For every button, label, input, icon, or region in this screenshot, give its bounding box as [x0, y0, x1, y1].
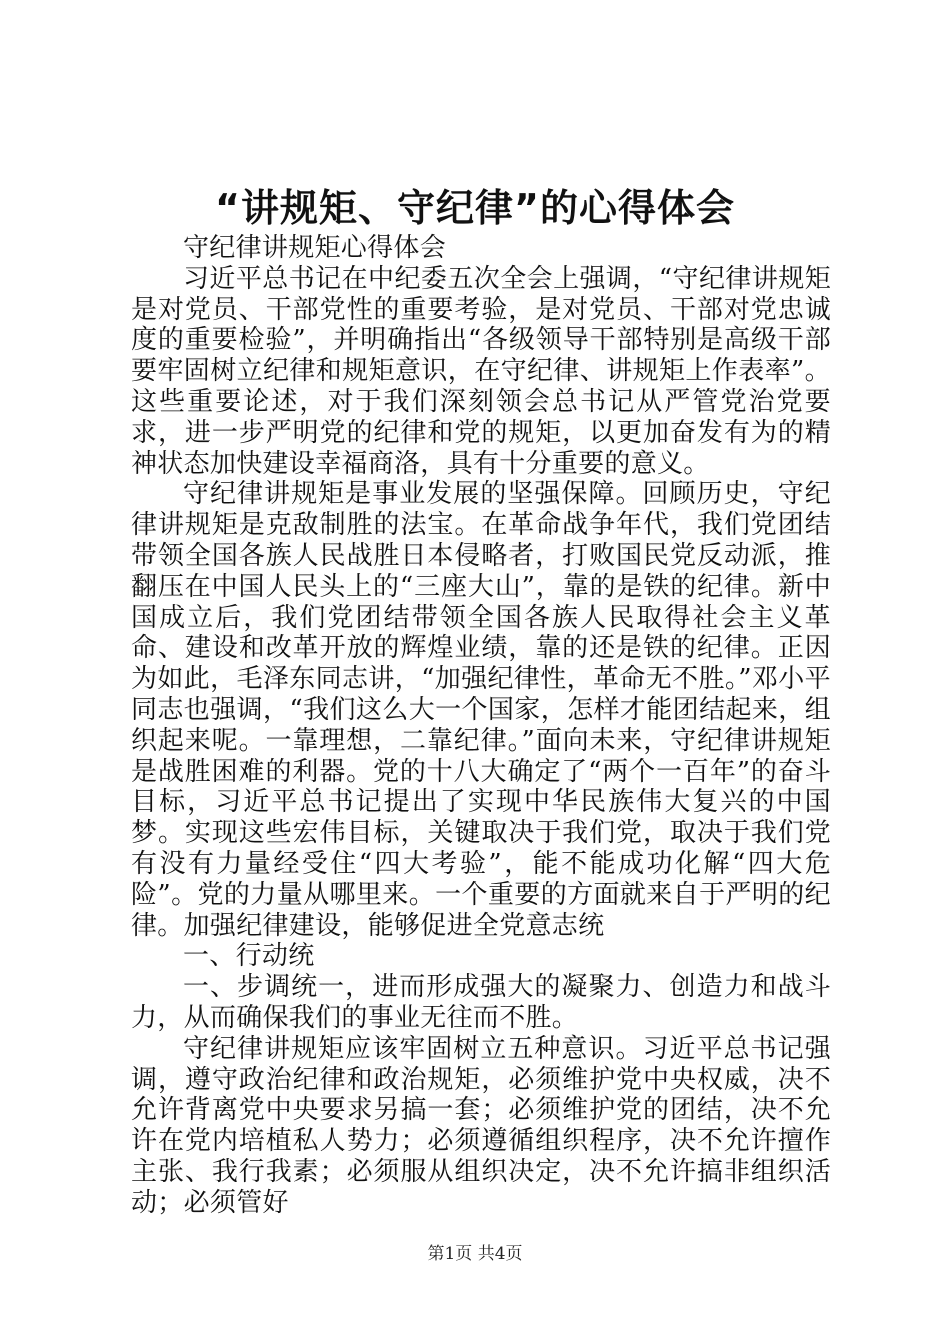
paragraph-unity: 一、步调统一，进而形成强大的凝聚力、创造力和战斗力，从而确保我们的事业无往而不胜。	[131, 972, 831, 1033]
paragraph-five-awareness: 守纪律讲规矩应该牢固树立五种意识。习近平总书记强调，遵守政治纪律和政治规矩，必须维护党中央权威，决不允许背离党中央要求另搞一套；必须维护党的团结，决不允许在党内培植私人势力；必须遵循组织程序，决不允许擅作主张、我行我素；必须服从组织决定，决不允许搞非组织活动；必须管好	[131, 1033, 831, 1218]
paragraph-subtitle: 守纪律讲规矩心得体会	[183, 233, 447, 263]
page-indicator: 第1页 共4页	[427, 1244, 523, 1264]
paragraph-guarantee: 守纪律讲规矩是事业发展的坚强保障。回顾历史，守纪律讲规矩是克敌制胜的法宝。在革命战争年代，我们党团结带领全国各族人民战胜日本侵略者，打败国民党反动派，推翻压在中国人民头上的“三座大山”，靠的是铁的纪律。新中国成立后，我们党团结带领全国各族人民取得社会主义革命、建设和改革开放的辉煌业绩，靠的还是铁的纪律。正因为如此，毛泽东同志讲，“加强纪律性，革命无不胜。”邓小平同志也强调，“我们这么大一个国家，怎样才能团结起来，组织起来呢。一靠理想，二靠纪律。”面向未来，守纪律讲规矩是战胜困难的利器。党的十八大确定了“两个一百年”的奋斗目标，习近平总书记提出了实现中华民族伟大复兴的中国梦。实现这些宏伟目标，关键取决于我们党，取决于我们党有没有力量经受住“四大考验”，能不能成功化解“四大危险”。党的力量从哪里来。一个重要的方面就来自于严明的纪律。加强纪律建设，能够促进全党意志统	[131, 479, 831, 941]
paragraph-intro: 习近平总书记在中纪委五次全会上强调，“守纪律讲规矩是对党员、干部党性的重要考验，是对党员、干部对党忠诚度的重要检验”，并明确指出“各级领导干部特别是高级干部要牢固树立纪律和规矩意识，在守纪律、讲规矩上作表率”。这些重要论述，对于我们深刻领会总书记从严管党治党要求，进一步严明党的纪律和党的规矩，以更加奋发有为的精神状态加快建设幸福商洛，具有十分重要的意义。	[131, 263, 831, 479]
paragraph-heading-action: 一、行动统	[183, 941, 315, 972]
document-body	[131, 233, 831, 1219]
document-title: “讲规矩、守纪律”的心得体会	[215, 186, 735, 230]
